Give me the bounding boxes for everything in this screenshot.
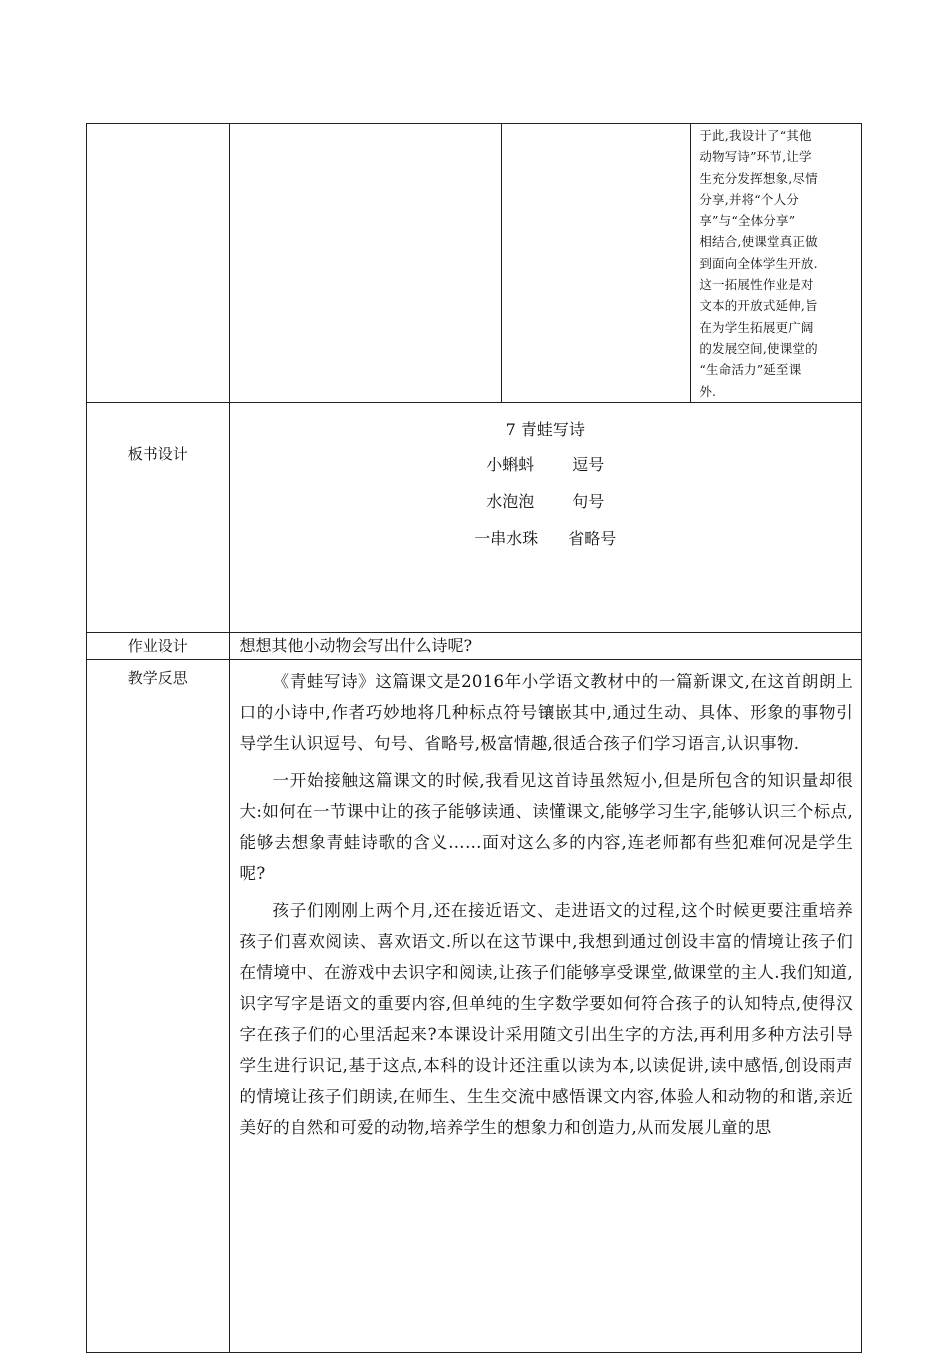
empty-cell: [501, 124, 691, 403]
note-line: 的发展空间,使课堂的: [699, 340, 818, 356]
note-line: 动物写诗”环节,让学: [699, 149, 812, 165]
board-item: 水泡泡: [486, 491, 535, 511]
board-line: [230, 452, 861, 478]
reflection-paragraph: 《青蛙写诗》这篇课文是2016年小学语文教材中的一篇新课文,在这首朗朗上口的小诗中,作者巧妙地将几种标点符号镶嵌其中,通过生动、具体、形象的事物引导学生认识逗号、句号、省略号,极富情趣,很适合孩子们学习语言,认识事物.: [239, 671, 853, 753]
board-design-row: [87, 402, 862, 632]
note-line: “生命活力”延至课: [699, 362, 802, 378]
reflection-label: 教学反思: [87, 659, 230, 1352]
board-line: [230, 526, 861, 552]
empty-cell: [87, 124, 230, 403]
board-punctuation: 省略号: [568, 528, 617, 548]
note-line: 享”与“全体分享”: [699, 213, 796, 229]
note-line: 生充分发挥想象,尽情: [699, 170, 818, 186]
homework-row: [87, 632, 862, 659]
homework-label: 作业设计: [87, 632, 230, 659]
note-line: 外.: [699, 383, 717, 399]
empty-cell: [229, 124, 501, 403]
board-design-content: [229, 402, 861, 632]
reflection-content: [229, 659, 861, 1352]
board-punctuation: 句号: [572, 491, 605, 511]
design-intent-note: [691, 124, 862, 403]
note-line: 文本的开放式延伸,旨: [699, 298, 818, 314]
homework-text: 想想其他小动物会写出什么诗呢?: [229, 632, 861, 659]
note-line: 相结合,使课堂真正做: [699, 234, 818, 250]
note-line: 于此,我设计了“其他: [699, 128, 812, 143]
note-line: 在为学生拓展更广阔: [699, 319, 814, 335]
board-item: 一串水珠: [474, 528, 539, 548]
board-punctuation: 逗号: [572, 454, 605, 474]
reflection-row: [87, 659, 862, 1352]
board-item: 小蝌蚪: [486, 454, 535, 474]
note-line: 分享,并将“个人分: [699, 191, 799, 207]
board-title: 7 青蛙写诗: [505, 419, 585, 439]
reflection-paragraph: 一开始接触这篇课文的时候,我看见这首诗虽然短小,但是所包含的知识量却很大:如何在一节课中让的孩子能够读通、读懂课文,能够学习生字,能够认识三个标点,能够去想象青蛙诗歌的含义……面对这么多的内容,连老师都有些犯难何况是学生呢?: [239, 770, 853, 883]
design-intent-row: [87, 124, 862, 403]
reflection-paragraph: 孩子们刚刚上两个月,还在接近语文、走进语文的过程,这个时候更要注重培养孩子们喜欢阅读、喜欢语文.所以在这节课中,我想到通过创设丰富的情境让孩子们在情境中、在游戏中去识字和阅读,让孩子们能够享受课堂,做课堂的主人.我们知道,识字写字是语文的重要内容,但单纯的生字数学要如何符合孩子的认知特点,使得汉字在孩子们的心里活起来?本课设计采用随文引出生字的方法,再利用多种方法引导学生进行识记,基于这点,本科的设计还注重以读为本,以读促讲,读中感悟,创设雨声的情境让孩子们朗读,在师生、生生交流中感悟课文内容,体验人和动物的和谐,亲近美好的自然和可爱的动物,培养学生的想象力和创造力,从而发展儿童的思: [239, 900, 853, 1137]
note-line: 到面向全体学生开放.: [699, 255, 818, 271]
board-line: [230, 489, 861, 515]
lesson-plan-table: [86, 123, 862, 1353]
board-design-label: 板书设计: [87, 402, 230, 632]
note-line: 这一拓展性作业是对: [699, 277, 814, 293]
